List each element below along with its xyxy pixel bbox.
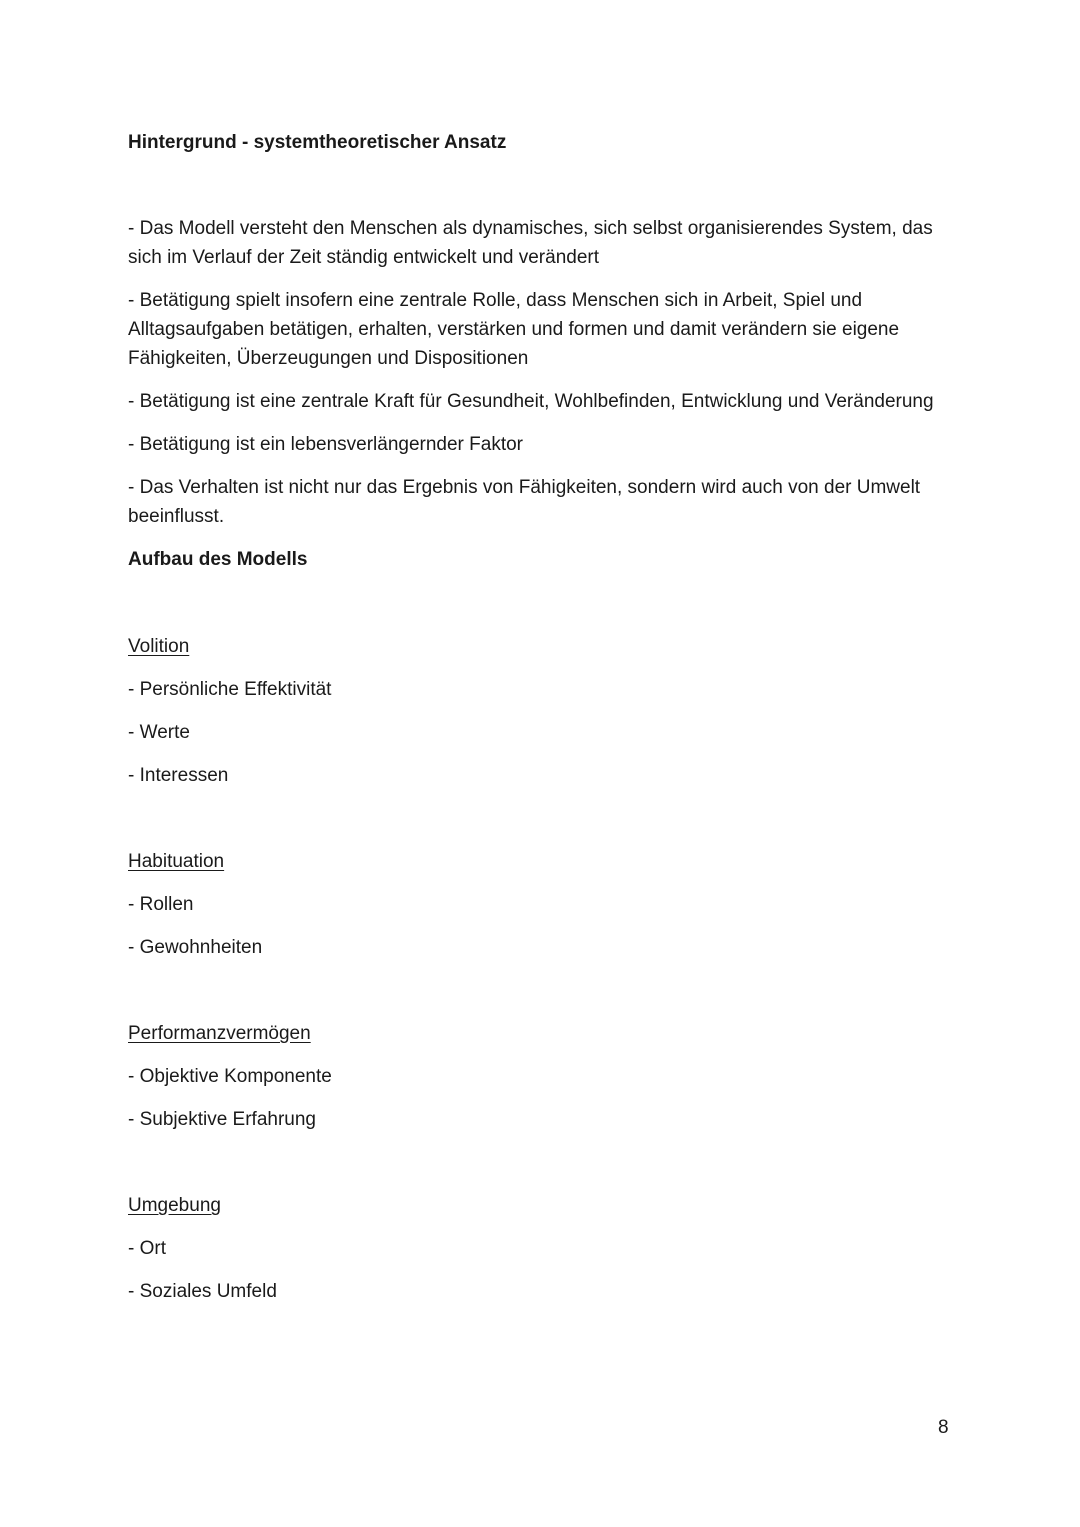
list-item: - Gewohnheiten <box>128 937 263 958</box>
paragraph: - Betätigung ist ein lebensverlängernder Faktor <box>128 434 524 455</box>
paragraph: - Betätigung ist eine zentrale Kraft für Gesundheit, Wohlbefinden, Entwicklung und Veränderung <box>128 391 934 412</box>
list-item: - Soziales Umfeld <box>128 1281 277 1302</box>
list-item: - Persönliche Effektivität <box>128 679 332 700</box>
list-item: - Ort <box>128 1238 166 1259</box>
list-item: - Interessen <box>128 765 229 786</box>
page-heading: Hintergrund - systemtheoretischer Ansatz <box>128 132 507 153</box>
section-title-umgebung: Umgebung <box>128 1195 221 1216</box>
section-title-volition: Volition <box>128 636 190 657</box>
paragraph: - Betätigung spielt insofern eine zentrale Rolle, dass Menschen sich in Arbeit, Spiel und Alltagsaufgaben betätigen, erhalten, verstärken und formen und damit verändern sie eigene Fähigkeiten, Überzeugungen und Dispositionen <box>128 290 900 369</box>
paragraph: - Das Modell versteht den Menschen als dynamisches, sich selbst organisierendes System, das sich im Verlauf der Zeit ständig entwickelt und verändert <box>128 218 933 268</box>
page-number: 8 <box>938 1417 949 1438</box>
section-heading: Aufbau des Modells <box>128 549 308 570</box>
list-item: - Objektive Komponente <box>128 1066 332 1087</box>
list-item: - Werte <box>128 722 190 743</box>
list-item: - Subjektive Erfahrung <box>128 1109 316 1130</box>
section-title-performanzvermoegen: Performanzvermögen <box>128 1023 311 1044</box>
paragraph: - Das Verhalten ist nicht nur das Ergebnis von Fähigkeiten, sondern wird auch von der Umwelt beeinflusst. <box>128 477 921 527</box>
page-content <box>128 128 958 1306</box>
list-item: - Rollen <box>128 894 194 915</box>
section-title-habituation: Habituation <box>128 851 225 872</box>
